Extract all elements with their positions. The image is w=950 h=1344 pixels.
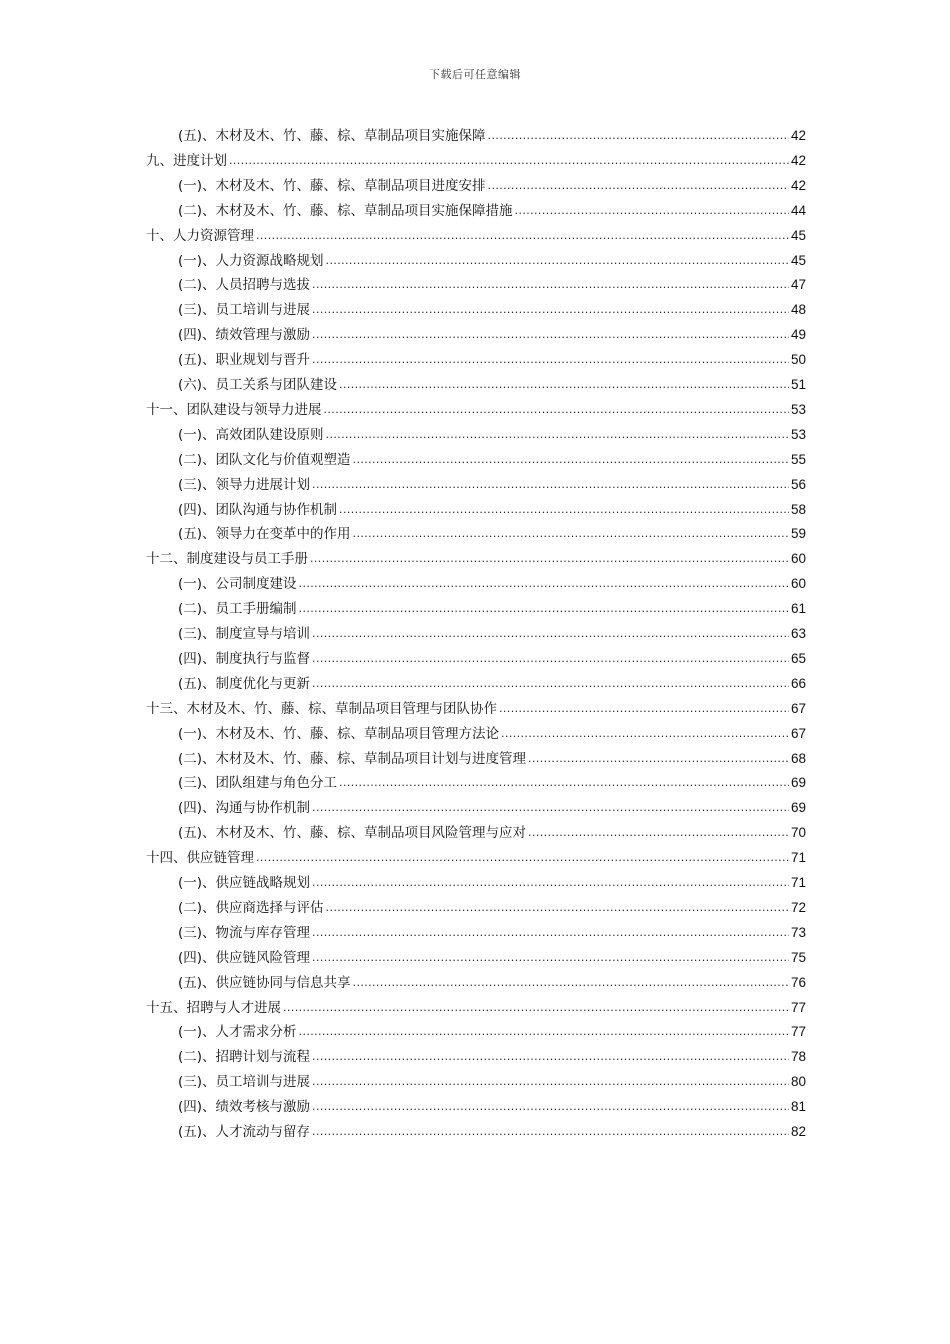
toc-entry-title: 十五、招聘与人才进展 bbox=[146, 999, 281, 1016]
toc-entry[interactable] bbox=[146, 549, 806, 569]
toc-entry-title: (五)、领导力在变革中的作用 bbox=[178, 526, 351, 543]
toc-entry-page-number: 63 bbox=[790, 626, 806, 641]
toc-entry-title: (三)、领导力进展计划 bbox=[178, 476, 311, 493]
toc-dot-leader bbox=[312, 475, 789, 495]
toc-entry-page-number: 77 bbox=[790, 1024, 806, 1040]
toc-entry-title: (一)、人力资源战略规划 bbox=[178, 252, 324, 269]
toc-dot-leader bbox=[353, 450, 789, 470]
toc-entry-title: (二)、人员招聘与选拔 bbox=[178, 277, 311, 294]
toc-entry-title: (二)、招聘计划与流程 bbox=[178, 1049, 311, 1066]
toc-dot-leader bbox=[515, 201, 789, 221]
toc-entry-page-number: 42 bbox=[790, 177, 806, 193]
toc-entry[interactable] bbox=[178, 500, 806, 520]
toc-dot-leader bbox=[283, 998, 789, 1018]
toc-entry[interactable] bbox=[178, 574, 806, 594]
toc-entry-title: (一)、木材及木、竹、藤、棕、草制品项目管理方法论 bbox=[178, 725, 500, 742]
toc-entry[interactable] bbox=[178, 599, 806, 619]
toc-entry[interactable] bbox=[178, 201, 806, 221]
toc-entry[interactable] bbox=[178, 923, 806, 943]
toc-dot-leader bbox=[256, 848, 789, 868]
toc-dot-leader bbox=[312, 674, 789, 694]
toc-entry[interactable] bbox=[178, 251, 806, 271]
toc-dot-leader bbox=[326, 251, 789, 271]
toc-entry-title: (三)、物流与库存管理 bbox=[178, 924, 311, 941]
toc-dot-leader bbox=[312, 350, 789, 370]
toc-dot-leader bbox=[312, 275, 789, 295]
toc-entry-page-number: 67 bbox=[790, 700, 806, 716]
toc-dot-leader bbox=[339, 375, 789, 395]
toc-entry-title: 十、人力资源管理 bbox=[146, 227, 254, 244]
toc-dot-leader bbox=[299, 1022, 789, 1042]
toc-entry-title: (一)、供应链战略规划 bbox=[178, 875, 311, 891]
toc-entry-page-number: 70 bbox=[790, 825, 806, 841]
toc-entry-title: (四)、沟通与协作机制 bbox=[178, 800, 311, 817]
toc-entry-title: (四)、供应链风险管理 bbox=[178, 949, 311, 966]
toc-entry-page-number: 68 bbox=[790, 750, 806, 766]
toc-entry-page-number: 71 bbox=[790, 850, 806, 866]
toc-entry[interactable] bbox=[178, 375, 806, 395]
toc-dot-leader bbox=[499, 699, 789, 719]
toc-dot-leader bbox=[528, 823, 789, 843]
toc-entry[interactable] bbox=[146, 151, 806, 171]
toc-entry-title: (四)、绩效考核与激励 bbox=[178, 1099, 311, 1116]
toc-entry-page-number: 81 bbox=[790, 1099, 806, 1115]
toc-entry[interactable] bbox=[146, 226, 806, 246]
toc-dot-leader bbox=[299, 599, 789, 619]
toc-entry-title: (二)、木材及木、竹、藤、棕、草制品项目计划与进度管理 bbox=[178, 750, 527, 767]
toc-dot-leader bbox=[256, 226, 789, 246]
toc-entry-title: (一)、公司制度建设 bbox=[178, 576, 297, 593]
toc-entry[interactable] bbox=[178, 649, 806, 669]
toc-entry[interactable] bbox=[178, 1097, 806, 1117]
toc-entry[interactable] bbox=[146, 699, 806, 719]
toc-dot-leader bbox=[488, 176, 789, 196]
toc-dot-leader bbox=[488, 126, 789, 146]
toc-entry-title: (一)、高效团队建设原则 bbox=[178, 426, 324, 443]
toc-dot-leader bbox=[312, 1072, 789, 1092]
toc-entry[interactable] bbox=[178, 300, 806, 320]
toc-entry-title: 十三、木材及木、竹、藤、棕、草制品项目管理与团队协作 bbox=[146, 700, 497, 717]
toc-dot-leader bbox=[229, 151, 789, 171]
toc-entry[interactable] bbox=[178, 624, 806, 644]
toc-entry-title: (四)、绩效管理与激励 bbox=[178, 327, 311, 344]
toc-entry-page-number: 45 bbox=[790, 252, 806, 268]
toc-entry-page-number: 78 bbox=[790, 1049, 806, 1065]
toc-entry-page-number: 72 bbox=[790, 899, 806, 915]
toc-entry-title: (五)、木材及木、竹、藤、棕、草制品项目风险管理与应对 bbox=[178, 825, 527, 842]
toc-entry-title: (二)、员工手册编制 bbox=[178, 601, 297, 618]
toc-dot-leader bbox=[312, 325, 789, 345]
toc-entry-title: (五)、制度优化与更新 bbox=[178, 675, 311, 692]
toc-entry-page-number: 82 bbox=[790, 1124, 806, 1139]
toc-entry-title: (四)、制度执行与监督 bbox=[178, 650, 311, 667]
toc-entry[interactable] bbox=[178, 973, 806, 993]
toc-entry[interactable] bbox=[178, 425, 806, 445]
toc-entry-page-number: 80 bbox=[790, 1074, 806, 1090]
toc-entry-page-number: 45 bbox=[790, 227, 806, 243]
toc-entry[interactable] bbox=[178, 749, 806, 769]
toc-dot-leader bbox=[299, 574, 789, 594]
page-header: 下载后可任意编辑 bbox=[429, 68, 521, 81]
toc-entry-page-number: 61 bbox=[790, 601, 806, 617]
toc-entry-page-number: 49 bbox=[790, 327, 806, 343]
toc-entry[interactable] bbox=[146, 998, 806, 1018]
toc-dot-leader bbox=[312, 1097, 789, 1117]
toc-entry[interactable] bbox=[178, 126, 806, 146]
toc-dot-leader bbox=[312, 923, 789, 943]
toc-entry-page-number: 69 bbox=[790, 800, 806, 816]
toc-dot-leader bbox=[326, 898, 789, 918]
toc-entry[interactable] bbox=[178, 1022, 806, 1042]
toc-entry[interactable] bbox=[178, 1047, 806, 1067]
toc-entry-page-number: 66 bbox=[790, 675, 806, 691]
toc-entry-page-number: 59 bbox=[790, 526, 806, 542]
toc-entry[interactable] bbox=[178, 773, 806, 793]
toc-entry[interactable] bbox=[178, 873, 806, 893]
toc-entry[interactable] bbox=[178, 176, 806, 196]
toc-entry-title: (二)、供应商选择与评估 bbox=[178, 899, 324, 916]
toc-dot-leader bbox=[326, 425, 789, 445]
toc-entry-page-number: 75 bbox=[790, 949, 806, 965]
toc-entry-title: (二)、团队文化与价值观塑造 bbox=[178, 451, 351, 468]
toc-entry-title: (一)、人才需求分析 bbox=[178, 1024, 297, 1041]
toc-dot-leader bbox=[312, 1122, 789, 1142]
toc-entry-title: (三)、制度宣导与培训 bbox=[178, 626, 311, 642]
toc-entry-page-number: 51 bbox=[790, 377, 806, 392]
toc-entry-page-number: 58 bbox=[790, 501, 806, 517]
toc-entry-page-number: 67 bbox=[790, 725, 806, 741]
toc-entry[interactable] bbox=[178, 674, 806, 694]
toc-entry-page-number: 65 bbox=[790, 650, 806, 666]
toc-entry[interactable] bbox=[178, 275, 806, 295]
toc-entry-page-number: 53 bbox=[790, 401, 806, 417]
toc-entry-title: (三)、团队组建与角色分工 bbox=[178, 775, 338, 792]
toc-entry[interactable] bbox=[178, 823, 806, 843]
toc-entry-title: (五)、木材及木、竹、藤、棕、草制品项目实施保障 bbox=[178, 128, 486, 144]
toc-entry-page-number: 77 bbox=[790, 999, 806, 1015]
toc-entry[interactable] bbox=[178, 948, 806, 968]
toc-dot-leader bbox=[339, 500, 789, 520]
toc-dot-leader bbox=[312, 649, 789, 669]
toc-entry-page-number: 71 bbox=[790, 875, 806, 890]
toc-dot-leader bbox=[312, 1047, 789, 1067]
toc-dot-leader bbox=[528, 749, 789, 769]
toc-dot-leader bbox=[501, 724, 789, 744]
toc-entry-title: 十一、团队建设与领导力进展 bbox=[146, 401, 322, 418]
toc-entry-page-number: 55 bbox=[790, 451, 806, 467]
toc-dot-leader bbox=[324, 400, 789, 420]
toc-entry-title: 九、进度计划 bbox=[146, 152, 227, 169]
toc-entry-page-number: 42 bbox=[790, 152, 806, 168]
toc-entry[interactable] bbox=[178, 898, 806, 918]
toc-entry[interactable] bbox=[178, 325, 806, 345]
toc-entry-title: (四)、团队沟通与协作机制 bbox=[178, 501, 338, 518]
toc-dot-leader bbox=[312, 798, 789, 818]
toc-entry-page-number: 53 bbox=[790, 426, 806, 442]
toc-entry-title: (三)、员工培训与进展 bbox=[178, 302, 311, 319]
toc-entry[interactable] bbox=[178, 450, 806, 470]
toc-entry-page-number: 50 bbox=[790, 352, 806, 368]
toc-dot-leader bbox=[339, 773, 789, 793]
toc-entry-title: (三)、员工培训与进展 bbox=[178, 1074, 311, 1091]
toc-entry-page-number: 42 bbox=[790, 128, 806, 143]
toc-entry-title: (五)、供应链协同与信息共享 bbox=[178, 974, 351, 991]
toc-entry-title: (二)、木材及木、竹、藤、棕、草制品项目实施保障措施 bbox=[178, 202, 513, 219]
toc-dot-leader bbox=[312, 873, 789, 893]
toc-entry-page-number: 60 bbox=[790, 576, 806, 592]
toc-entry-page-number: 56 bbox=[790, 476, 806, 492]
toc-entry[interactable] bbox=[178, 350, 806, 370]
toc-dot-leader bbox=[312, 300, 789, 320]
toc-entry[interactable] bbox=[178, 475, 806, 495]
toc-entry-page-number: 44 bbox=[790, 202, 806, 218]
toc-entry-title: (一)、木材及木、竹、藤、棕、草制品项目进度安排 bbox=[178, 177, 486, 194]
toc-entry[interactable] bbox=[178, 724, 806, 744]
toc-dot-leader bbox=[353, 524, 789, 544]
toc-dot-leader bbox=[312, 624, 789, 644]
toc-entry-page-number: 48 bbox=[790, 302, 806, 318]
toc-entry[interactable] bbox=[146, 400, 806, 420]
toc-entry-title: (五)、职业规划与晋升 bbox=[178, 352, 311, 369]
toc-entry[interactable] bbox=[178, 1122, 806, 1142]
toc-entry[interactable] bbox=[178, 798, 806, 818]
toc-dot-leader bbox=[310, 549, 789, 569]
toc-entry-page-number: 60 bbox=[790, 551, 806, 567]
toc-entry[interactable] bbox=[178, 1072, 806, 1092]
toc-entry-title: 十四、供应链管理 bbox=[146, 850, 254, 867]
toc-entry-page-number: 69 bbox=[790, 775, 806, 791]
toc-entry[interactable] bbox=[178, 524, 806, 544]
toc-dot-leader bbox=[312, 948, 789, 968]
toc-entry-page-number: 47 bbox=[790, 277, 806, 293]
toc-entry-title: (五)、人才流动与留存 bbox=[178, 1124, 311, 1140]
toc-entry-title: (六)、员工关系与团队建设 bbox=[178, 377, 338, 393]
toc-entry[interactable] bbox=[146, 848, 806, 868]
toc-dot-leader bbox=[353, 973, 789, 993]
toc-entry-page-number: 73 bbox=[790, 924, 806, 940]
toc-entry-page-number: 76 bbox=[790, 974, 806, 990]
toc-entry-title: 十二、制度建设与员工手册 bbox=[146, 551, 308, 568]
